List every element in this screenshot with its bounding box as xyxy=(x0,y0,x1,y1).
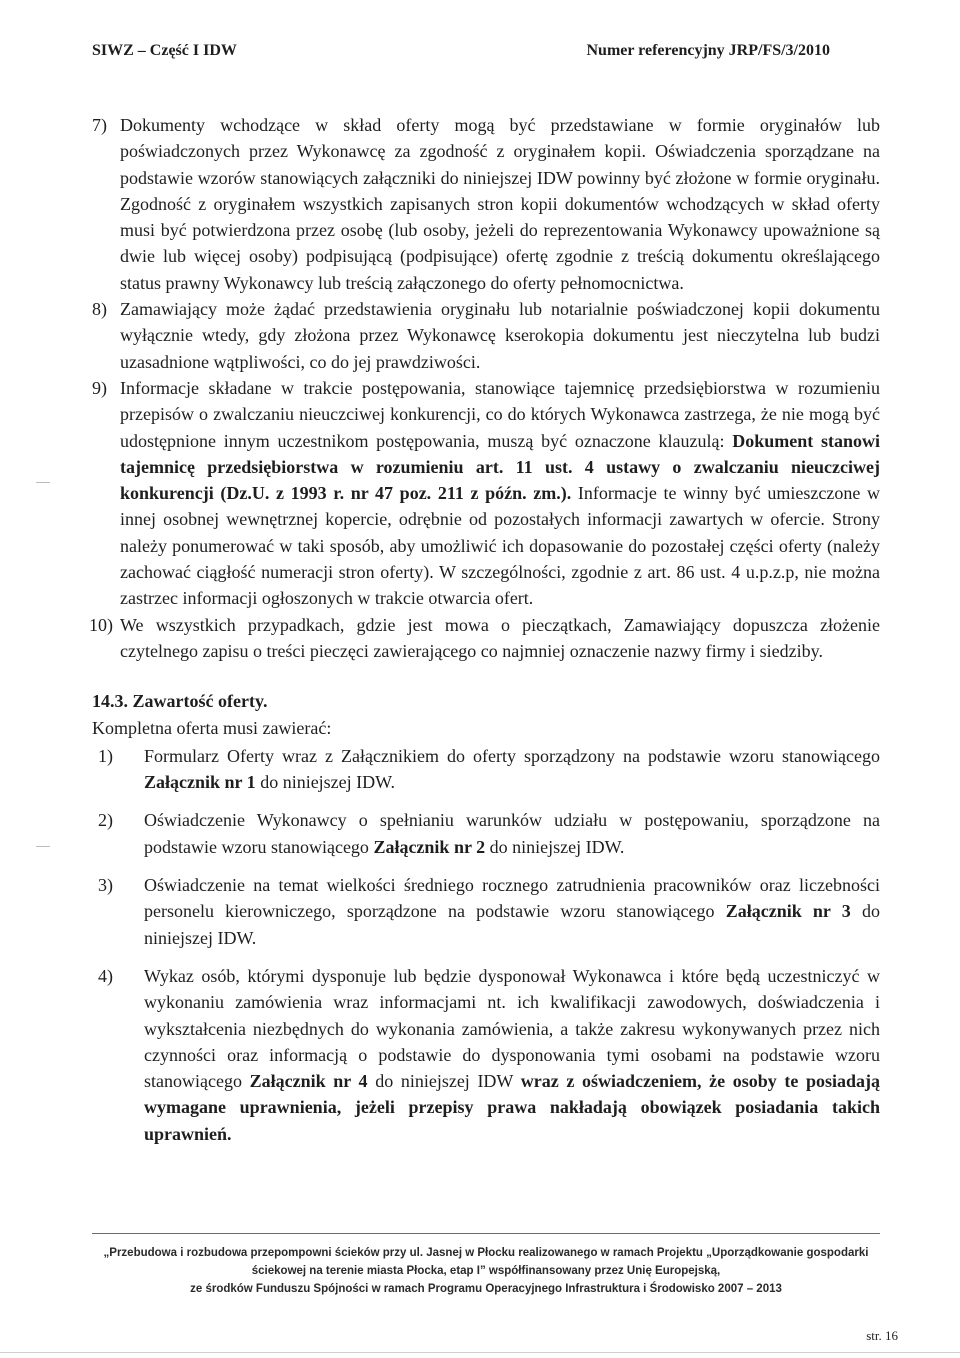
list-item xyxy=(92,963,880,1147)
item-text: Wykaz osób, którymi dysponuje lub będzie dysponował Wykonawca i które będą uczestniczyć w wykonaniu zamówienia wraz informacjami nt. ich kwalifikacji zawodowych, doświadczenia i wykształcenia niezbędnych do wykonania zamówienia, a także zakresu wykonywanych przez nich czynności oraz informacją o podstawie do dysponowania tymi osobami na podstawie wzoru stanowiącego xyxy=(144,965,880,1092)
page-number: str. 16 xyxy=(866,1328,898,1343)
item-number: 1) xyxy=(98,745,113,766)
offer-contents-list xyxy=(92,743,880,1147)
page-header xyxy=(92,42,830,66)
document-body xyxy=(89,112,881,1159)
item-number: 2) xyxy=(98,810,113,831)
item-text: Oświadczenie na temat wielkości średniego rocznego zatrudnienia pracowników oraz liczebności personelu kierowniczego, sporządzone na podstawie wzoru stanowiącego xyxy=(144,875,880,922)
item-text: do niniejszej IDW. xyxy=(144,901,881,948)
footer-line-3: ze środków Funduszu Spójności w ramach Programu Operacyjnego Infrastruktura i Środowisko 2007 – 2013 xyxy=(190,1283,782,1295)
item-text: Oświadczenie Wykonawcy o spełnianiu warunków udziału w postępowaniu, sporządzone na podstawie wzoru stanowiącego xyxy=(144,810,880,857)
item-number: 10) xyxy=(89,614,113,635)
header-reference-number: Numer referencyjny JRP/FS/3/2010 xyxy=(586,42,830,59)
item-text: Dokumenty wchodzące w skład oferty mogą być przedstawiane w formie oryginałów lub poświadczonych przez Wykonawcę za zgodność z oryginałem kopii. Oświadczenia sporządzane na podstawie wzorów stanowiących załączniki do niniejszej IDW powinny być złożone w formie oryginału. Zgodność z oryginałem wszystkich zapisanych stron kopii dokumentów wchodzących w skład oferty musi być potwierdzona przez osobę (lub osoby, jeżeli do reprezentowania Wykonawcy upoważnione są dwie lub więcej osoby) podpisującą (podpisujące) ofertę zgodnie z treścią dokumentu określającego status prawny Wykonawcy lub treścią załączonego do oferty pełnomocnictwa. xyxy=(120,115,880,293)
item-number: 3) xyxy=(98,875,113,896)
item-text: We wszystkich przypadkach, gdzie jest mowa o pieczątkach, Zamawiający dopuszcza złożenie czytelnego zapisu o treści pieczęci zawierającego co najmniej oznaczenie nazwy firmy i siedziby. xyxy=(120,614,880,661)
item-text: do niniejszej IDW xyxy=(367,1071,521,1092)
item-text: do niniejszej IDW. xyxy=(485,836,625,857)
list-item xyxy=(92,807,880,860)
item-text: do niniejszej IDW. xyxy=(255,772,395,793)
item-bold: wraz z oświadczeniem, że osoby te posiadają wymagane uprawnienia, jeżeli przepisy prawa nakładają obowiązek posiadania takich uprawnień. xyxy=(144,1071,881,1144)
header-document-title: SIWZ – Część I IDW xyxy=(92,42,237,59)
item-number: 9) xyxy=(92,377,107,398)
section-title: 14.3. Zawartość oferty. xyxy=(92,691,268,712)
item-text: Informacje te winny być umieszczone w innej osobnej wewnętrznej kopercie, odrębnie od pozostałych informacji zawartych w ofercie. Strony należy ponumerować w taki sposób, aby umożliwić ich dopasowanie do pozostałej części oferty (należy zachować ciągłość numeracji stron oferty). W szczególności, zgodnie z art. 86 ust. 4 u.p.z.p, nie można zastrzec informacji ogłoszonych w trakcie otwarcia ofert. xyxy=(120,483,880,609)
footer-line-1: „Przebudowa i rozbudowa przepompowni ścieków przy ul. Jasnej w Płocku realizowanego w ramach Projektu „Uporządkowanie gospodarki xyxy=(103,1247,869,1259)
item-number: 7) xyxy=(92,115,107,135)
footer-divider xyxy=(92,1233,880,1234)
list-item-10 xyxy=(89,612,880,665)
list-item-8 xyxy=(92,296,880,375)
margin-mark xyxy=(36,846,50,847)
footer-line-2: ściekowej na terenie miasta Płocka, etap I” współfinansowany przez Unię Europejską, xyxy=(251,1265,721,1277)
item-number: 4) xyxy=(98,965,113,986)
page-footer xyxy=(92,1244,880,1298)
section-intro: Kompletna oferta musi zawierać: xyxy=(92,717,332,738)
item-bold-clause: Dokument stanowi tajemnicę przedsiębiorstwa w rozumieniu art. 11 ust. 4 ustawy o zwalczaniu nieuczciwej konkurencji (Dz.U. z 1993 r. nr 47 poz. 211 z późn. zm.). xyxy=(120,430,880,504)
item-number: 8) xyxy=(92,299,107,320)
list-item xyxy=(92,743,880,796)
item-bold: Załącznik nr 2 xyxy=(373,836,486,857)
item-bold: Załącznik nr 3 xyxy=(725,901,851,922)
item-bold: Załącznik nr 1 xyxy=(144,772,256,793)
item-text: Informacje składane w trakcie postępowania, stanowiące tajemnicę przedsiębiorstwa w rozumieniu przepisów o zwalczaniu nieuczciwej konkurencji, co do których Wykonawca zastrzega, że nie mogą być udostępnione innym uczestnikom postępowania, muszą być oznaczone klauzulą: xyxy=(120,377,880,451)
item-text: Zamawiający może żądać przedstawienia oryginału lub notarialnie poświadczonej kopii dokumentu wyłącznie wtedy, gdy złożona przez Wykonawcę kserokopia dokumentu jest nieczytelna lub budzi uzasadnione wątpliwości, co do jej prawdziwości. xyxy=(120,299,880,372)
list-item xyxy=(92,872,880,951)
margin-mark xyxy=(36,482,50,483)
list-item-7 xyxy=(92,112,880,296)
list-item-9 xyxy=(92,375,880,612)
bottom-edge-rule xyxy=(0,1352,960,1353)
item-bold: Załącznik nr 4 xyxy=(249,1071,368,1092)
item-text: Formularz Oferty wraz z Załącznikiem do oferty sporządzony na podstawie wzoru stanowiącego xyxy=(144,745,880,766)
